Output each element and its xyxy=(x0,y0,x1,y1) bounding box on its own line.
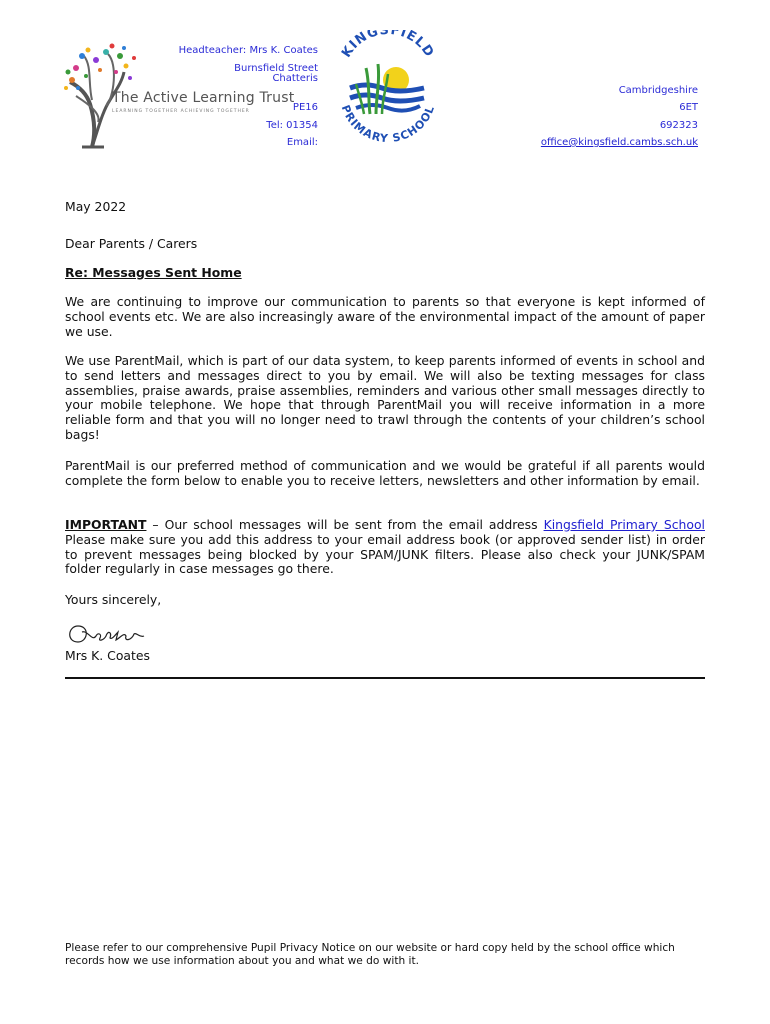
salutation: Dear Parents / Carers xyxy=(65,236,198,251)
address-town: Chatteris xyxy=(272,73,318,84)
trust-tagline: LEARNING TOGETHER ACHIEVING TOGETHER xyxy=(112,109,250,114)
closing: Yours sincerely, xyxy=(65,592,162,607)
important-rest: Please make sure you add this address to your email address book (or approved sender list) in order to prevent messages being blocked by your SPAM/JUNK filters. Please also check your JUNK/SPAM folder regularly in case messages go there. xyxy=(65,531,705,577)
headteacher-line: Headteacher: Mrs K. Coates xyxy=(178,45,318,56)
phone-label: Tel: 01354 xyxy=(266,120,318,131)
address-county: Cambridgeshire xyxy=(618,85,698,96)
address-postcode: PE16 xyxy=(292,102,318,113)
email-link[interactable]: office@kingsfield.cambs.sch.uk xyxy=(540,137,698,148)
school-email-link[interactable]: Kingsfield Primary School xyxy=(543,517,705,532)
svg-text:KINGSFIELD xyxy=(339,30,437,60)
important-intro: – Our school messages will be sent from the email address xyxy=(146,517,544,532)
trust-name: The Active Learning Trust xyxy=(112,90,295,106)
paragraph-2: We use ParentMail, which is part of our data system, to keep parents informed of events in school and to send letters and messages direct to you by email. We will also be texting messages for class assemblies, praise awards, praise assemblies, reminders and various other small messages directly to your mobile telephone. We hope that through ParentMail you will receive information in a more reliable form and that you will no longer need to trawl through the contents of your children’s school bags! xyxy=(65,353,705,442)
signature xyxy=(66,620,150,648)
divider xyxy=(65,677,705,679)
subject-heading: Re: Messages Sent Home xyxy=(65,265,242,280)
paragraph-3: ParentMail is our preferred method of communication and we would be grateful if all parents would complete the form below to enable you to receive letters, newsletters and other information by email. xyxy=(65,458,705,488)
address-street: Burnsfield Street xyxy=(234,63,318,74)
school-name-top: KINGSFIELD xyxy=(339,30,437,61)
signatory: Mrs K. Coates xyxy=(65,648,150,663)
important-label: IMPORTANT xyxy=(65,517,147,532)
privacy-notice: Please refer to our comprehensive Pupil Privacy Notice on our website or hard copy held by the school office which records how we use information about you and what we do with it. xyxy=(65,942,675,967)
school-name-bottom: PRIMARY SCHOOL xyxy=(338,103,438,146)
school-logo xyxy=(336,30,438,150)
address-postcode-2: 6ET xyxy=(679,102,698,113)
important-paragraph xyxy=(65,518,705,577)
paragraph-1: We are continuing to improve our communication to parents so that everyone is kept informed of school events etc. We are also increasingly aware of the environmental impact of the amount of paper we use. xyxy=(65,294,705,339)
email-label: Email: xyxy=(286,137,318,148)
phone-number: 692323 xyxy=(659,120,698,131)
letter-date: May 2022 xyxy=(65,199,127,214)
